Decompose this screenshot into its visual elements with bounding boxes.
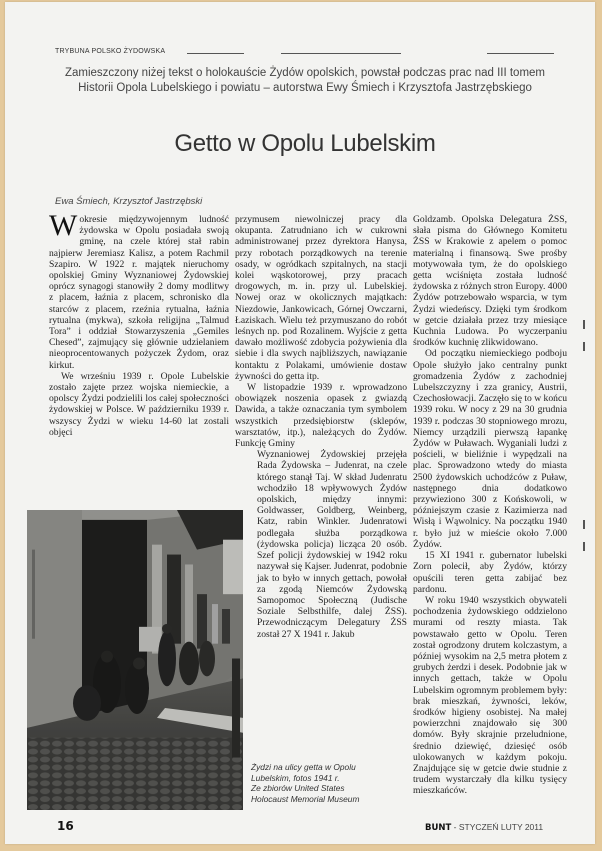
paragraph: 15 XI 1941 r. gubernator lubelski Zorn polecił, aby Żydów, którzy opuścili teren getta zabijać bez pardonu. xyxy=(413,550,567,595)
article-column-2-continued xyxy=(257,449,407,639)
magazine-name: BUNT xyxy=(425,823,452,833)
punch-hole-mark xyxy=(583,542,585,551)
article-column-2-wrapper xyxy=(235,214,407,640)
paragraph: Goldzamb. Opolska Delegatura ŻSS, słała pisma do Głównego Komitetu ŻSS w Krakowie z apelem o pomoc materialną i finansową. Swe prośby motywowała tym, że do opolskiego getta wciśnięta została ludność żydowska z różnych stron Europy. 4000 Żydów potrzebowało wsparcia, w tym Żydzi wiedeńscy. Dzięki tym środkom w getcie działała przez trzy miesiące Kuchnia Ludowa. Po wyczerpaniu środków kuchnię zlikwidowano. xyxy=(413,214,567,349)
punch-hole-mark xyxy=(583,520,585,529)
footer-separator: - xyxy=(451,822,459,832)
lead-text: Zamieszczony niżej tekst o holokauście Żydów opolskich, powstał podczas prac nad III tomem Historii Opola Lubelskiego i powiatu – autorstwa Ewy Śmiech i Krzysztofa Jastrzębskiego xyxy=(64,67,546,94)
running-title: TRYBUNA POLSKO ŻYDOWSKA xyxy=(55,48,166,55)
paragraph: W listopadzie 1939 r. wprowadzono obowiązek noszenia opasek z gwiazdą Dawida, a także oznaczania tym symbolem wszystkich przedsiębiorstw (sklepów, warsztatów, itp.), należących do Żydów. Funkcję Gminy xyxy=(235,382,407,450)
header-rule xyxy=(487,53,554,54)
article-column-3 xyxy=(413,214,567,797)
paragraph xyxy=(49,209,229,371)
photo-caption xyxy=(251,762,401,804)
caption-line: Lubelskim, fotos 1941 r. xyxy=(251,772,340,783)
paragraph: przymusem niewolniczej pracy dla okupanta. Zatrudniano ich w cukrowni administrowanej przez dyrektora Hanysa, przy robotach porządkowych na terenie osady, w ogródkach szpitalnych, na stacji kolei wąskotorowej, przy pracach drogowych, m. in. przy ul. Lubelskiej. Nowej oraz w okolicznych majątkach: Niezdowie, Jankowicach, Górnej Owczarni, Łaziskach. Wielu też przymuszano do robót leśnych np. pod Rozalinem. Wyjście z getta dawało możliwość zdobycia pożywienia dla siebie i dla swych najbliższych, nawiązanie kontaktu z Polakami, umówienie dostaw żywności do getta itp. xyxy=(235,214,407,382)
article-title: Getto w Opolu Lubelskim xyxy=(174,130,436,157)
punch-hole-mark xyxy=(583,320,585,329)
article-column-1 xyxy=(49,209,229,438)
caption-line: Holocaust Memorial Museum xyxy=(251,793,360,804)
paragraph: Od początku niemieckiego podboju Opole służyło jako centralny punkt gromadzenia Żydów z zachodniej Lubelszczyzny i zza granicy, Austrii, Czechosłowacji. Zaczęło się to w końcu 1939 roku. W nocy z 29 na 30 grudnia 1939 r. podczas 30 stopniowego mrozu, Niemcy urządzili pierwszą łapankę Żydów w Puławach. Wyganiali ludzi z pościeli, w bieliźnie i wypędzali na plac. Sprowadzono wtedy do miasta 2500 żydowskich uchodźców z Puław, następnego dnia dodatkowo przywieziono 300 z Końskowoli, w późniejszym czasie z Kazimierza nad Wisłą i Wąwolnicy. Na początku 1940 r. było już w mieście około 7.000 Żydów. xyxy=(413,348,567,550)
paragraph: We wrześniu 1939 r. Opole Lubelskie zostało zajęte przez wojska niemieckie, a opolscy Żydzi podzielili los całej społeczności żydowskiej w Polsce. W październiku 1939 r. wszyscy Żydzi w wieku 14-60 lat zostali objęci xyxy=(49,370,229,438)
ghetto-street-photo-icon xyxy=(27,510,243,810)
caption-line: Żydzi na ulicy getta w Opolu xyxy=(251,762,356,772)
paragraph: W roku 1940 wszystkich obywateli pochodzenia żydowskiego oddzielono murami od reszty miasta. Tak powstawało getto w Opolu. Teren został ogrodzony drutem kolczastym, a później wysokim na 2,5 metra płotem z grubych żerdzi i desek. Podobnie jak w innych gettach, także w Opolu Lubelskim ogromnym problemem były: brak mieszkań, żywności, leków, środków higieny osobistej. Na małej powierzchni znajdowało się 300 domów. Były skrajnie przeludnione, średnio dziewięć, dziesięć osób ulokowanych w każdym pokoju. Znajdujące się w getcie dwie studnie z trudem wystarczały dla kilku tysięcy mieszkańców. xyxy=(413,594,567,797)
magazine-page xyxy=(5,2,595,844)
paragraph: Wyznaniowej Żydowskiej przejęła Rada Żydowska – Judenrat, na czele którego stanął Taj. W skład Judenratu wchodziło 18 wpływowych Żydów opolskich, między innymi: Goldwasser, Goldberg, Weinberg, Katz, rabin Winkler. Judenratowi podlegała służba porządkowa (żydowska policja) licząca 20 osób. Szef policji żydowskiej w 1942 roku nazywał się Kajser. Judenrat, podobnie jak to było w innych gettach, powołał za zgodą Niemców Żydowską Samopomoc Społeczną (Judische Soziale Selbsthilfe, dalej ŻSS). Przewodniczącym Delegatury ŻSS został 27 X 1941 r. Jakub xyxy=(257,449,407,640)
header-rule xyxy=(187,53,244,54)
street-photo-image xyxy=(27,510,243,810)
punch-hole-mark xyxy=(583,342,585,351)
issue-date: STYCZEŃ LUTY 2011 xyxy=(458,822,544,832)
article-column-2 xyxy=(235,214,407,449)
paragraph-text: okresie międzywojennym ludność żydowska w Opolu posiadała swoją gminę, na czele której stał rabin najpierw Jeremiasz Kalisz, a potem Rachmil Szapiro. W 1922 r. majątek nieruchomy opolskiej Gminy Wyznaniowej Żydowskiej oprócz synagogi stanowiły 2 domy modlitwy z placem, łaźnia z placem, schronisko dla starców z placem, rzeźnia rytualna, łaźnia rytualna (mykwa), szkoła religijna „Talmud Tora” i oddział Stowarzyszenia „Gemiles Chesed”, zajmujący się głównie udzielaniem nieoprocentowanych pożyczek Żydom, oraz kirkut. xyxy=(49,214,229,371)
caption-line: Ze zbiorów United States xyxy=(251,783,345,793)
footer-issue xyxy=(425,822,543,833)
page-number: 16 xyxy=(57,819,74,833)
header-rule xyxy=(281,53,401,54)
article-authors: Ewa Śmiech, Krzysztof Jastrzębski xyxy=(55,196,203,207)
drop-cap: W xyxy=(49,209,78,242)
